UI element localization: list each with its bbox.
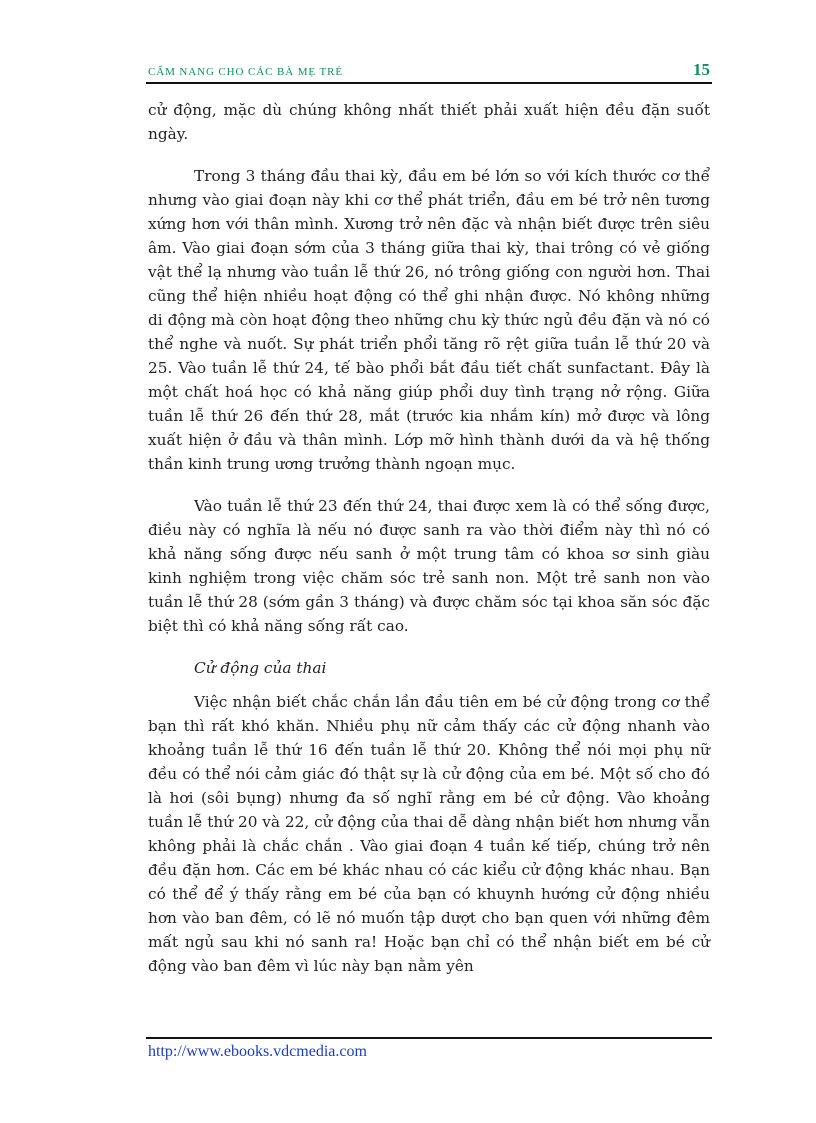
section-heading: Cử động của thai [194,659,327,677]
paragraph-viability: Vào tuần lễ thứ 23 đến thứ 24, thai được xem là có thể sống được, điều này có nghĩa là nếu nó được sanh ra vào thời điểm này thì nó có khả năng sống được nếu sanh ở một trung tâm có khoa sơ sinh giàu kinh nghiệm trong việc chăm sóc trẻ sanh non. Một trẻ sanh non vào tuần lễ thứ 28 (sớm gần 3 tháng) và được chăm sóc tại khoa săn sóc đặc biệt thì có khả năng sống rất cao. [148,497,710,635]
footer-divider [146,1037,712,1039]
header-divider [146,82,712,84]
paragraph-continued: cử động, mặc dù chúng không nhất thiết phải xuất hiện đều đặn suốt ngày. [148,101,710,143]
footer-website-link[interactable]: http://www.ebooks.vdcmedia.com [148,1043,367,1060]
paragraph-fetal-movement: Việc nhận biết chắc chắn lần đầu tiên em bé cử động trong cơ thể bạn thì rất khó khăn. Nhiều phụ nữ cảm thấy các cử động nhanh vào khoảng tuần lễ thứ 16 đến tuần lễ thứ 20. Không thể nói mọi phụ nữ đều có thể nói cảm giác đó thật sự là cử động của em bé. Một số cho đó là hơi (sôi bụng) nhưng đa số nghĩ rằng em bé cử động. Vào khoảng tuần lễ thứ 20 và 22, cử động của thai dễ dàng nhận biết hơn nhưng vẫn không phải là chắc chắn . Vào giai đoạn 4 tuần kế tiếp, chúng trở nên đều đặn hơn. Các em bé khác nhau có các kiểu cử động khác nhau. Bạn có thể để ý thấy rằng em bé của bạn có khuynh hướng cử động nhiều hơn vào ban đêm, có lẽ nó muốn tập dượt cho bạn quen với những đêm mất ngủ sau khi nó sanh ra! Hoặc bạn chỉ có thể nhận biết em bé cử động vào ban đêm vì lúc này bạn nằm yên [148,693,711,975]
running-title: CẨM NANG CHO CÁC BÀ MẸ TRẺ [148,66,343,78]
paragraph-fetal-development: Trong 3 tháng đầu thai kỳ, đầu em bé lớn so với kích thước cơ thể nhưng vào giai đoạn này khi cơ thể phát triển, đầu em bé trở nên tương xứng hơn với thân mình. Xương trở nên đặc và nhận biết được trên siêu âm. Vào giai đoạn sớm của 3 tháng giữa thai kỳ, thai trông có vẻ giống vật thể lạ nhưng vào tuần lễ thứ 26, nó trông giống con người hơn. Thai cũng thể hiện nhiều hoạt động có thể ghi nhận được. Nó không những di động mà còn hoạt động theo những chu kỳ thức ngủ đều đặn và nó có thể nghe và nuốt. Sự phát triển phổi tăng rõ rệt giữa tuần lễ thứ 20 và 25. Vào tuần lễ thứ 24, tế bào phổi bắt đầu tiết chất sunfactant. Đây là một chất hoá học có khả năng giúp phổi duy tình trạng nở rộng. Giữa tuần lễ thứ 26 đến thứ 28, mắt (trước kia nhắm kín) mở được và lông xuất hiện ở đầu và thân mình. Lớp mỡ hình thành dưới da và hệ thống thần kinh trung ương trưởng thành ngoạn mục. [148,167,710,473]
page-header [146,62,712,82]
page-number: 15 [693,60,710,79]
page-body [148,98,710,978]
